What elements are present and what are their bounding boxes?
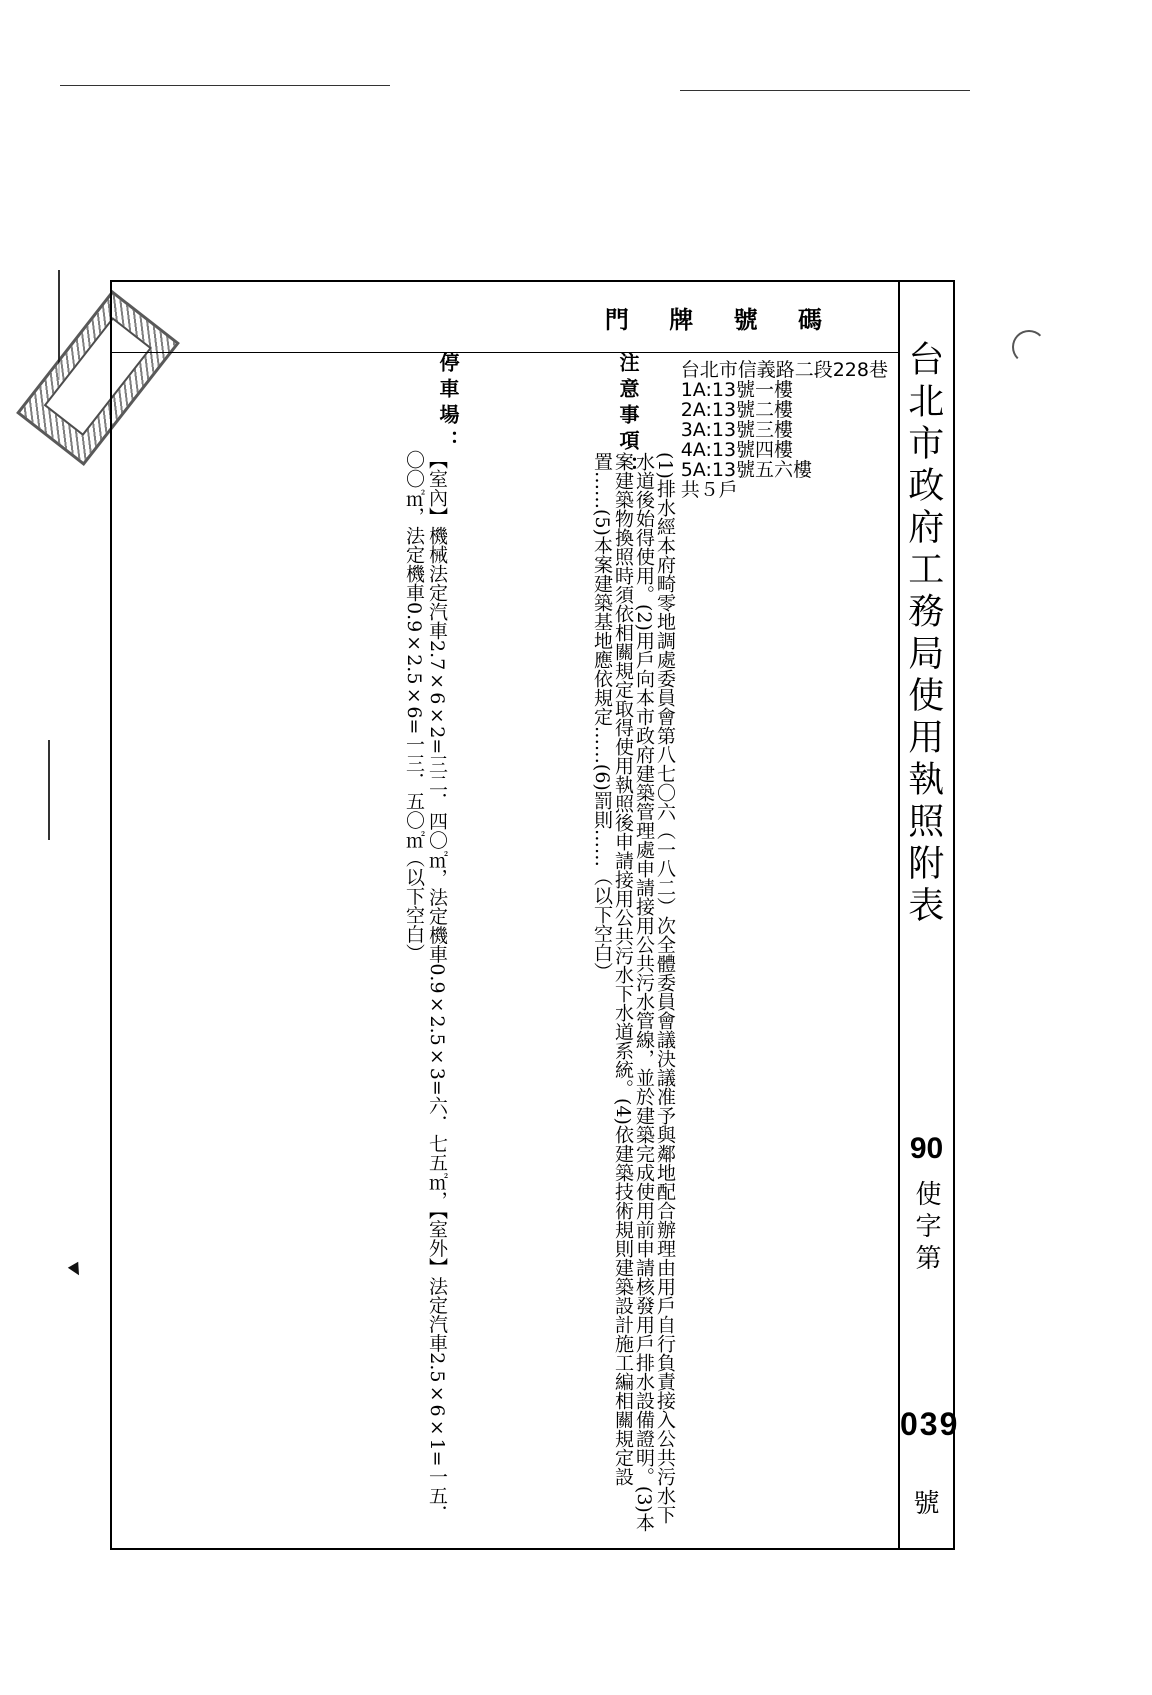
scan-line-top-right (680, 90, 970, 91)
notes-body: (1)排水經本府畸零地調處委員會第八七〇六（一八二）次全體委員會議決議准予與鄰地配合辦理由用戶自行負責接入公共污水下水道後始得使用。(2)用戶向本市政府建築管理處申請接用公共污水管線，並於建築完成使用前申請核發用戶排水設備證明。(3)本案建築物換照時須依相關規定取得使用執照後申請接用公共污水下水道系統。(4)依建築技術規則建築設計施工編相關規定設置……(5)本案建築基地應依規定……(6)罰則……（以下空白） (591, 452, 676, 1532)
margin-arc-mark (1012, 330, 1046, 364)
permit-number-block (900, 1132, 960, 1520)
form-title-column (898, 282, 960, 1548)
door-number-heading: 門 牌 號 碼 (604, 305, 838, 334)
parking-body: 【室內】機械法定汽車2.7×6×2=三二．四〇㎡，法定機車0.9×2.5×3=六．七五㎡，【室外】法定汽車2.5×6×1=一五．〇〇㎡，法定機車0.9×2.5×6=一三．五〇㎡（以下空白） (403, 450, 448, 1524)
permit-suffix: 號 (913, 1489, 940, 1519)
unit-item: 2A:13號二樓 (680, 399, 794, 421)
unit-total: 共５戶 (680, 479, 738, 501)
margin-arrow-icon (68, 1262, 84, 1278)
permit-type: 使字第 (911, 1180, 941, 1276)
scan-edge-left-dots (48, 740, 50, 840)
unit-item: 5A:13號五六樓 (680, 459, 813, 481)
address-main: 台北市信義路二段228巷 (680, 359, 888, 381)
unit-item: 4A:13號四樓 (680, 439, 794, 461)
unit-item: 3A:13號三樓 (680, 419, 794, 441)
permit-number: 039 (900, 1406, 960, 1442)
door-number-header-row (112, 282, 898, 353)
notes-label: 注意事項： (616, 352, 640, 482)
address-block (681, 360, 888, 500)
scan-line-top (60, 85, 390, 86)
permit-year: 90 (909, 1132, 944, 1165)
parking-label: 停車場： (436, 352, 460, 456)
form-title: 台北市政府工務局使用執照附表 (902, 340, 944, 928)
unit-item: 1A:13號一樓 (680, 379, 794, 401)
permit-annex-form (110, 280, 960, 1550)
